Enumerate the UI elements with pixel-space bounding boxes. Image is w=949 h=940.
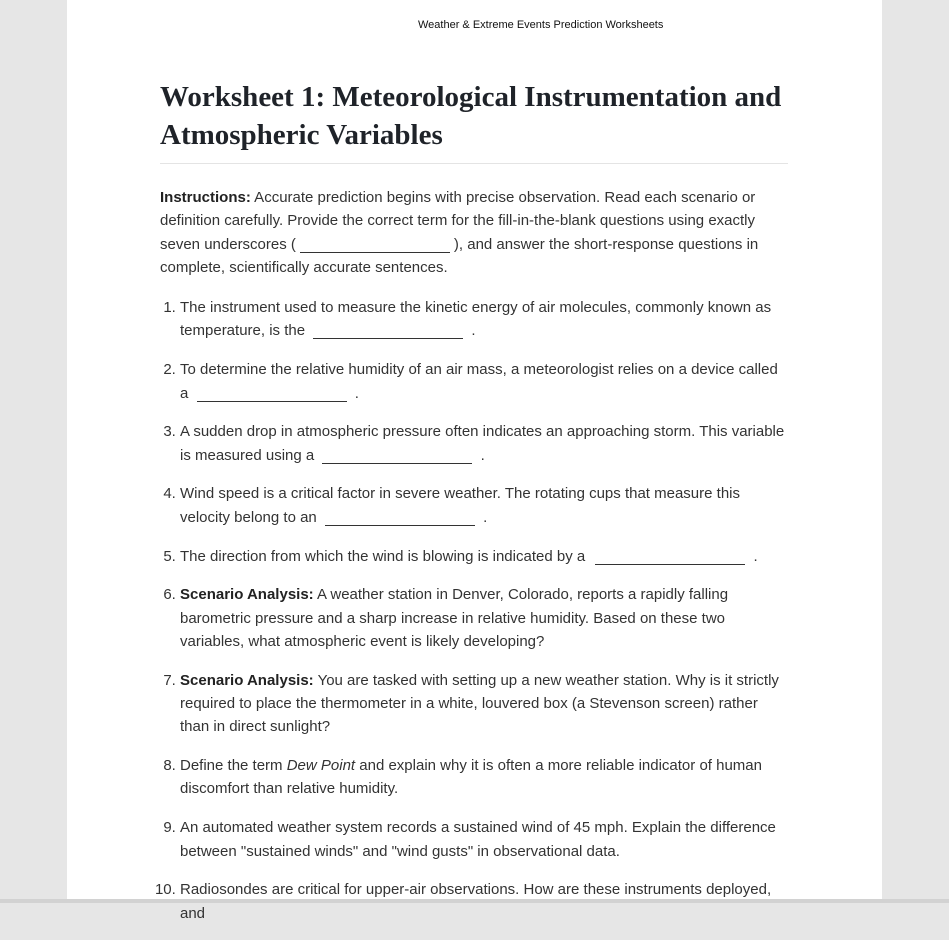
question-1-end: . bbox=[471, 322, 476, 340]
question-1 bbox=[180, 296, 788, 343]
question-6-label: Scenario Analysis: bbox=[180, 586, 314, 604]
question-3 bbox=[180, 420, 788, 467]
worksheet-page bbox=[67, 0, 882, 922]
running-header: Weather & Extreme Events Prediction Worksheets bbox=[418, 19, 664, 31]
question-3-text: A sudden drop in atmospheric pressure often indicates an approaching storm. This variable is measured using a bbox=[180, 423, 785, 464]
question-2-text: To determine the relative humidity of an air mass, a meteorologist relies on a device called a bbox=[180, 361, 778, 402]
answer-blank-3[interactable] bbox=[322, 449, 472, 464]
answer-blank-1[interactable] bbox=[313, 324, 463, 339]
worksheet-content bbox=[160, 78, 788, 940]
question-10-text: Radiosondes are critical for upper-air observations. How are these instruments deployed, and bbox=[180, 881, 772, 922]
instructions-label: Instructions: bbox=[160, 189, 251, 206]
question-5-text: The direction from which the wind is blowing is indicated by a bbox=[180, 547, 586, 565]
answer-blank-4[interactable] bbox=[325, 511, 475, 526]
viewport-bottom-border bbox=[0, 899, 949, 903]
question-5 bbox=[180, 545, 788, 568]
question-list bbox=[160, 296, 788, 925]
question-3-end: . bbox=[480, 446, 485, 464]
question-1-text: The instrument used to measure the kinetic energy of air molecules, commonly known as temperature, is the bbox=[180, 299, 772, 340]
instructions-text-1: Accurate prediction begins with precise observation. Read each scenario or definition carefully. Provide the correct term for the fill-in-the-blank questions using exactly seven underscores ( bbox=[160, 189, 756, 253]
instructions-paragraph bbox=[160, 186, 788, 279]
question-2-end: . bbox=[354, 384, 359, 402]
question-6-text: A weather station in Denver, Colorado, reports a rapidly falling barometric pressure and a sharp increase in relative humidity. Based on these two variables, what atmospheric event is likely developing? bbox=[180, 586, 729, 650]
question-7 bbox=[180, 669, 788, 739]
question-5-end: . bbox=[753, 547, 758, 565]
question-7-label: Scenario Analysis: bbox=[180, 671, 314, 689]
question-4-end: . bbox=[483, 508, 488, 526]
question-9 bbox=[180, 816, 788, 863]
worksheet-title: Worksheet 1: Meteorological Instrumentation and Atmospheric Variables bbox=[160, 78, 788, 164]
question-7-text: You are tasked with setting up a new weather station. Why is it strictly required to place the thermometer in a white, louvered box (a Stevenson screen) rather than in direct sunlight? bbox=[180, 671, 779, 736]
answer-blank-5[interactable] bbox=[595, 550, 745, 565]
example-blank bbox=[300, 238, 450, 253]
question-6 bbox=[180, 583, 788, 653]
question-8-text: Define the term bbox=[180, 757, 287, 775]
question-8 bbox=[180, 754, 788, 801]
question-2 bbox=[180, 358, 788, 405]
instructions-text-2: ), and answer the short-response questions in complete, scientifically accurate sentences. bbox=[160, 235, 759, 276]
question-8-term: Dew Point bbox=[286, 757, 356, 775]
question-4 bbox=[180, 482, 788, 529]
question-8-end: and explain why it is often a more reliable indicator of human discomfort than relative humidity. bbox=[180, 757, 762, 798]
answer-blank-2[interactable] bbox=[197, 387, 347, 402]
question-9-text: An automated weather system records a sustained wind of 45 mph. Explain the difference between "sustained winds" and "wind gusts" in observational data. bbox=[180, 819, 776, 860]
question-4-text: Wind speed is a critical factor in severe weather. The rotating cups that measure this velocity belong to an bbox=[180, 485, 740, 526]
